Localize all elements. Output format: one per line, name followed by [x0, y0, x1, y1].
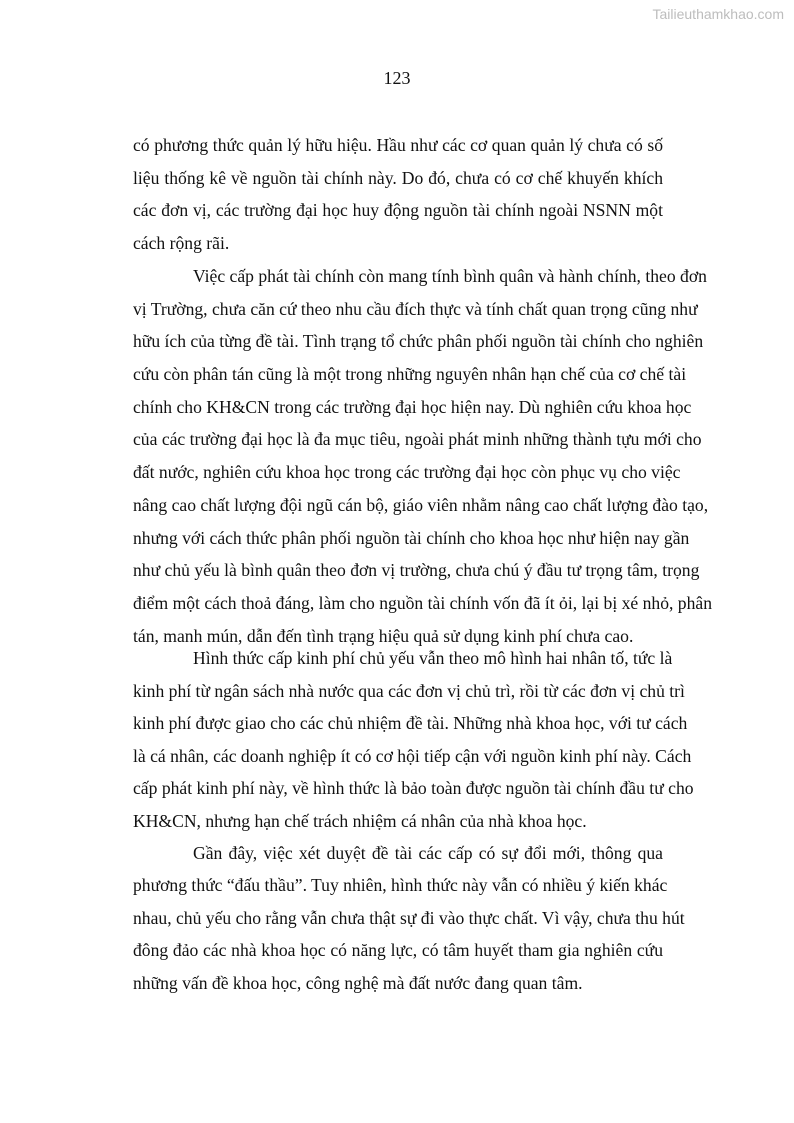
watermark: Tailieuthamkhao.com — [652, 6, 784, 22]
text-line: hữu ích của từng đề tài. Tình trạng tổ chức phân phối nguồn tài chính cho nghiên — [133, 331, 704, 352]
text-line: các đơn vị, các trường đại học huy động nguồn tài chính ngoài NSNN một — [133, 200, 663, 221]
text-line: như chủ yếu là bình quân theo đơn vị trường, chưa chú ý đầu tư trọng tâm, trọng — [133, 560, 700, 581]
text-line: Gần đây, việc xét duyệt đề tài các cấp có sự đổi mới, thông qua — [193, 843, 663, 863]
text-line: tán, manh mún, dẫn đến tình trạng hiệu quả sử dụng kinh phí chưa cao. — [133, 625, 634, 646]
text-line: của các trường đại học là đa mục tiêu, ngoài phát minh những thành tựu mới cho — [133, 429, 702, 450]
text-line: cứu còn phân tán cũng là một trong những nguyên nhân hạn chế của cơ chế tài — [133, 364, 687, 385]
text-line: cấp phát kinh phí này, về hình thức là bảo toàn được nguồn tài chính đầu tư cho — [133, 778, 694, 799]
text-line: Việc cấp phát tài chính còn mang tính bình quân và hành chính, theo đơn — [193, 266, 707, 286]
text-line: đông đảo các nhà khoa học có năng lực, có tâm huyết tham gia nghiên cứu — [133, 940, 663, 961]
text-line: những vấn đề khoa học, công nghệ mà đất nước đang quan tâm. — [133, 972, 583, 993]
text-line: liệu thống kê về nguồn tài chính này. Do đó, chưa có cơ chế khuyến khích — [133, 167, 663, 188]
text-line: chính cho KH&CN trong các trường đại học hiện nay. Dù nghiên cứu khoa học — [133, 396, 692, 417]
text-line: có phương thức quản lý hữu hiệu. Hầu như các cơ quan quản lý chưa có số — [133, 135, 663, 155]
text-line: kinh phí từ ngân sách nhà nước qua các đơn vị chủ trì, rồi từ các đơn vị chủ trì — [133, 680, 685, 701]
text-line: nhau, chủ yếu cho rằng vẫn chưa thật sự đi vào thực chất. Vì vậy, chưa thu hút — [133, 907, 685, 928]
text-line: cách rộng rãi. — [133, 233, 230, 254]
page-number: 123 — [383, 68, 411, 88]
text-line: đất nước, nghiên cứu khoa học trong các trường đại học còn phục vụ cho việc — [133, 462, 681, 483]
text-line: kinh phí được giao cho các chủ nhiệm đề tài. Những nhà khoa học, với tư cách — [133, 713, 688, 734]
paragraph-1 — [133, 129, 663, 260]
paragraph-4 — [133, 837, 685, 999]
text-line: điểm một cách thoả đáng, làm cho nguồn tài chính vốn đã ít ỏi, lại bị xé nhỏ, phân — [133, 592, 712, 613]
paragraph-2 — [133, 260, 712, 652]
text-line: phương thức “đấu thầu”. Tuy nhiên, hình thức này vẫn có nhiều ý kiến khác — [133, 875, 668, 896]
text-line: KH&CN, nhưng hạn chế trách nhiệm cá nhân của nhà khoa học. — [133, 810, 587, 831]
text-line: nhưng với cách thức phân phối nguồn tài chính cho khoa học như hiện nay gần — [133, 527, 690, 548]
text-line: Hình thức cấp kinh phí chủ yếu vẫn theo mô hình hai nhân tố, tức là — [193, 648, 673, 668]
text-line: là cá nhân, các doanh nghiệp ít có cơ hội tiếp cận với nguồn kinh phí này. Cách — [133, 745, 692, 766]
paragraph-3 — [133, 642, 694, 838]
text-line: vị Trường, chưa căn cứ theo nhu cầu đích thực và tính chất quan trọng cũng như — [133, 298, 698, 319]
text-line: nâng cao chất lượng đội ngũ cán bộ, giáo viên nhằm nâng cao chất lượng đào tạo, — [133, 494, 709, 515]
